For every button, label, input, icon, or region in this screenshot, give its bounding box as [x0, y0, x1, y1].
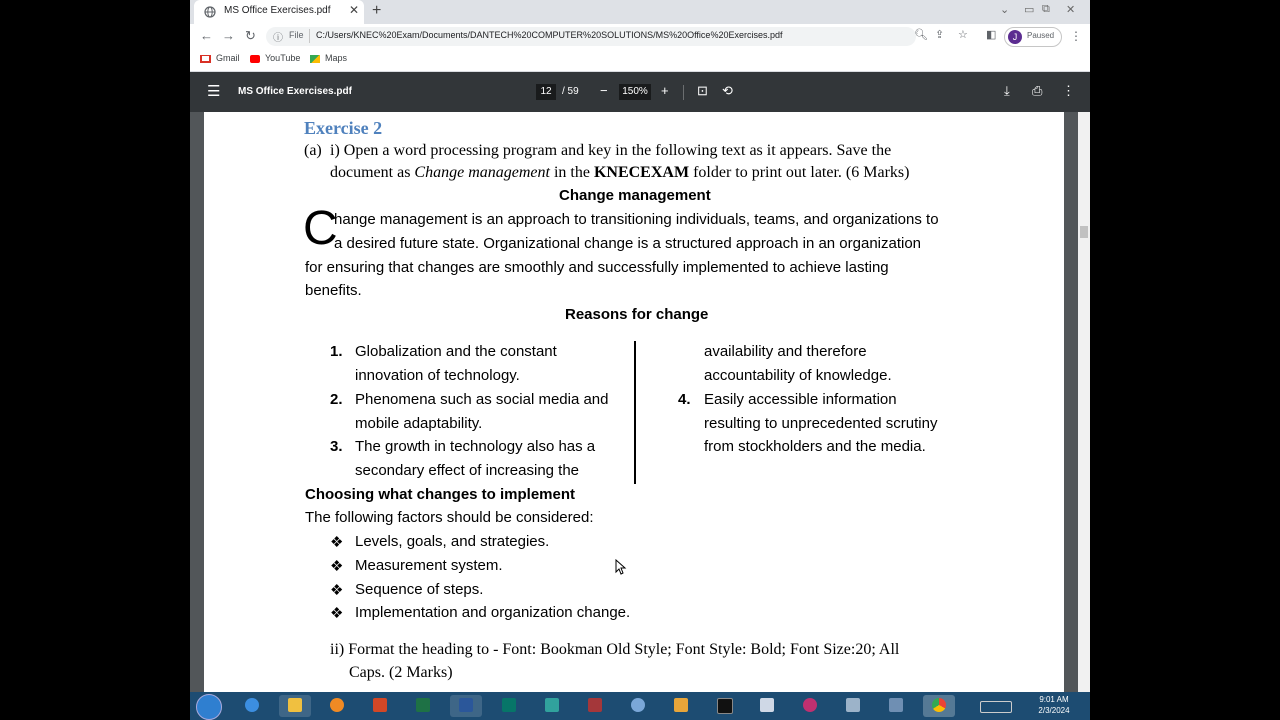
outlook-icon: [674, 698, 688, 712]
taskbar-explorer[interactable]: [279, 695, 311, 717]
taskbar-cmd[interactable]: [708, 695, 740, 717]
list-number: 1.: [330, 343, 343, 360]
factor-item: Levels, goals, and strategies.: [355, 533, 550, 550]
address-bar[interactable]: [266, 27, 916, 46]
list-item: accountability of knowledge.: [704, 367, 892, 384]
list-item: The growth in technology also has a: [355, 438, 596, 455]
restore-icon[interactable]: ⧉: [1042, 3, 1050, 15]
tab-strip: [190, 0, 1090, 24]
taskbar-paint[interactable]: [622, 695, 654, 717]
page-total: / 59: [562, 86, 579, 97]
taskbar-ie[interactable]: [236, 695, 268, 717]
command-prompt-icon: [717, 698, 733, 714]
taskbar-monitor[interactable]: [837, 695, 869, 717]
bullet-icon: ❖: [330, 582, 344, 599]
share-icon[interactable]: ⇪: [935, 29, 945, 41]
bullet-icon: ❖: [330, 605, 344, 622]
close-tab-icon[interactable]: ✕: [349, 3, 360, 17]
question-ii-line1: ii) Format the heading to - Font: Bookman Old Style; Font Style: Bold; Font Size:20; All: [330, 641, 900, 658]
bookmark-youtube[interactable]: YouTube: [250, 53, 300, 63]
question-a-line1: i) Open a word processing program and key in the following text as it appears. Save the: [330, 142, 892, 159]
image-viewer-icon: [760, 698, 774, 712]
factor-item: Implementation and organization change.: [355, 604, 631, 621]
new-tab-icon[interactable]: +: [372, 2, 382, 19]
factor-item: Measurement system.: [355, 557, 503, 574]
fit-page-icon[interactable]: ⊡: [697, 83, 708, 98]
scrollbar-thumb[interactable]: [1080, 226, 1088, 238]
list-number: 3.: [330, 438, 343, 455]
publisher-icon: [545, 698, 559, 712]
pdf-file-name: MS Office Exercises.pdf: [238, 86, 352, 97]
address-toolbar: [190, 24, 1090, 49]
gmail-icon: [200, 55, 211, 63]
taskbar-publisher[interactable]: [493, 695, 525, 717]
list-item: Globalization and the constant: [355, 343, 557, 360]
list-item: resulting to unprecedented scrutiny: [704, 415, 938, 432]
list-number: 2.: [330, 391, 343, 408]
taskbar-viewer[interactable]: [751, 695, 783, 717]
media-player-icon: [330, 698, 344, 712]
toolbar-divider: [683, 85, 684, 100]
reasons-heading: Reasons for change: [565, 306, 709, 323]
bookmark-star-icon[interactable]: ☆: [958, 29, 968, 41]
paint-icon: [631, 698, 645, 712]
list-item: availability and therefore: [704, 343, 867, 360]
paragraph-line2: a desired future state. Organizational change is a structured approach in an organization: [334, 235, 922, 252]
rotate-icon[interactable]: ⟲: [722, 83, 733, 98]
excel-icon: [416, 698, 430, 712]
document-title: Change management: [559, 187, 711, 204]
list-item: from stockholders and the media.: [704, 438, 926, 455]
zoom-input[interactable]: 150%: [619, 84, 651, 100]
word-icon: [459, 698, 473, 712]
address-divider: [309, 29, 310, 43]
taskbar-excel[interactable]: [407, 695, 439, 717]
youtube-icon: [250, 55, 260, 63]
taskbar-access[interactable]: [579, 695, 611, 717]
question-a-line2: document as Change management in the KNECEXAM folder to print out later. (6 Marks): [330, 164, 910, 181]
page-number-input[interactable]: 12: [536, 84, 556, 100]
chrome-icon: [932, 698, 946, 712]
taskbar-chrome[interactable]: [923, 695, 955, 717]
paragraph-line4: benefits.: [305, 282, 362, 299]
system-tray[interactable]: [970, 695, 1020, 717]
pdf-toolbar: [190, 72, 1090, 112]
globe-icon: [204, 6, 216, 18]
tray-icons: [980, 701, 1012, 713]
chrome-menu-icon[interactable]: ⋮: [1070, 29, 1082, 43]
tab-active[interactable]: [194, 0, 364, 24]
tool-icon: [889, 698, 903, 712]
monitor-icon: [846, 698, 860, 712]
taskbar-media[interactable]: [321, 695, 353, 717]
tab-search-chevron-icon[interactable]: ⌄: [1000, 4, 1010, 16]
zoom-out-icon[interactable]: −: [600, 83, 608, 98]
drop-cap: C: [303, 202, 338, 255]
clock[interactable]: [1026, 694, 1082, 716]
list-number: 4.: [678, 391, 691, 408]
list-item: mobile adaptability.: [355, 415, 483, 432]
taskbar-outlook[interactable]: [665, 695, 697, 717]
bullet-icon: ❖: [330, 534, 344, 551]
paragraph-line3: for ensuring that changes are smoothly and successfully implemented to achieve lasting: [305, 259, 889, 276]
mouse-cursor-icon: [615, 559, 627, 575]
download-icon[interactable]: ⤓: [1004, 83, 1010, 98]
app-icon: [803, 698, 817, 712]
list-item: Phenomena such as social media and: [355, 391, 609, 408]
avatar: J: [1008, 30, 1022, 44]
tab-title: MS Office Exercises.pdf: [224, 5, 331, 16]
bookmarks-bar: [190, 49, 1090, 72]
profile-button[interactable]: [1004, 27, 1062, 47]
maps-icon: [310, 55, 320, 63]
bullet-icon: ❖: [330, 558, 344, 575]
hamburger-menu-icon[interactable]: ☰: [207, 83, 221, 100]
clock-date: 2/3/2024: [1038, 706, 1070, 715]
taskbar-tool[interactable]: [880, 695, 912, 717]
bookmark-maps[interactable]: Maps: [310, 53, 347, 63]
taskbar: [190, 692, 1090, 720]
url-text[interactable]: C:/Users/KNEC%20Exam/Documents/DANTECH%20COMPUTER%20SOLUTIONS/MS%20Office%20Exercises.pdf: [316, 30, 783, 40]
list-item: innovation of technology.: [355, 367, 520, 384]
internet-explorer-icon: [245, 698, 259, 712]
forward-icon[interactable]: →: [222, 28, 235, 43]
start-button[interactable]: [196, 694, 222, 720]
access-icon: [588, 698, 602, 712]
taskbar-powerpoint[interactable]: [364, 695, 396, 717]
publisher-icon: [502, 698, 516, 712]
profile-status: Paused: [1027, 31, 1055, 40]
reload-icon[interactable]: ↻: [245, 28, 256, 43]
powerpoint-icon: [373, 698, 387, 712]
exercise-heading: Exercise 2: [304, 118, 383, 138]
folder-icon: [288, 698, 302, 712]
choosing-heading: Choosing what changes to implement: [305, 486, 576, 503]
minimize-icon[interactable]: ▭: [1024, 4, 1035, 16]
list-item: secondary effect of increasing the: [355, 462, 580, 479]
factor-item: Sequence of steps.: [355, 581, 484, 598]
zoom-icon[interactable]: 🔍︎: [914, 29, 928, 41]
side-panel-icon[interactable]: ◧: [986, 29, 997, 41]
choosing-intro: The following factors should be considered:: [305, 509, 594, 526]
taskbar-word[interactable]: [450, 695, 482, 717]
pdf-page: [204, 112, 1064, 692]
column-divider: [634, 341, 636, 484]
paragraph-line1: hange management is an approach to transitioning individuals, teams, and organizations to: [334, 211, 939, 228]
taskbar-app[interactable]: [794, 695, 826, 717]
info-icon[interactable]: ⓘ: [273, 33, 283, 44]
bookmark-gmail[interactable]: Gmail: [200, 53, 240, 63]
pdf-more-icon[interactable]: ⋮: [1062, 83, 1075, 98]
question-ii-line2: Caps. (2 Marks): [349, 664, 453, 681]
zoom-in-icon[interactable]: +: [661, 83, 669, 98]
list-item: Easily accessible information: [704, 391, 897, 408]
browser-window: [190, 0, 1090, 692]
scheme-label: File: [289, 30, 304, 40]
print-icon[interactable]: ⎙: [1032, 83, 1043, 98]
taskbar-publisher-2[interactable]: [536, 695, 568, 717]
clock-time: 9:01 AM: [1039, 695, 1069, 704]
question-a-label: (a): [304, 142, 322, 159]
vertical-scrollbar[interactable]: [1078, 112, 1090, 692]
close-window-icon[interactable]: ✕: [1066, 4, 1076, 16]
back-icon[interactable]: ←: [200, 28, 213, 43]
